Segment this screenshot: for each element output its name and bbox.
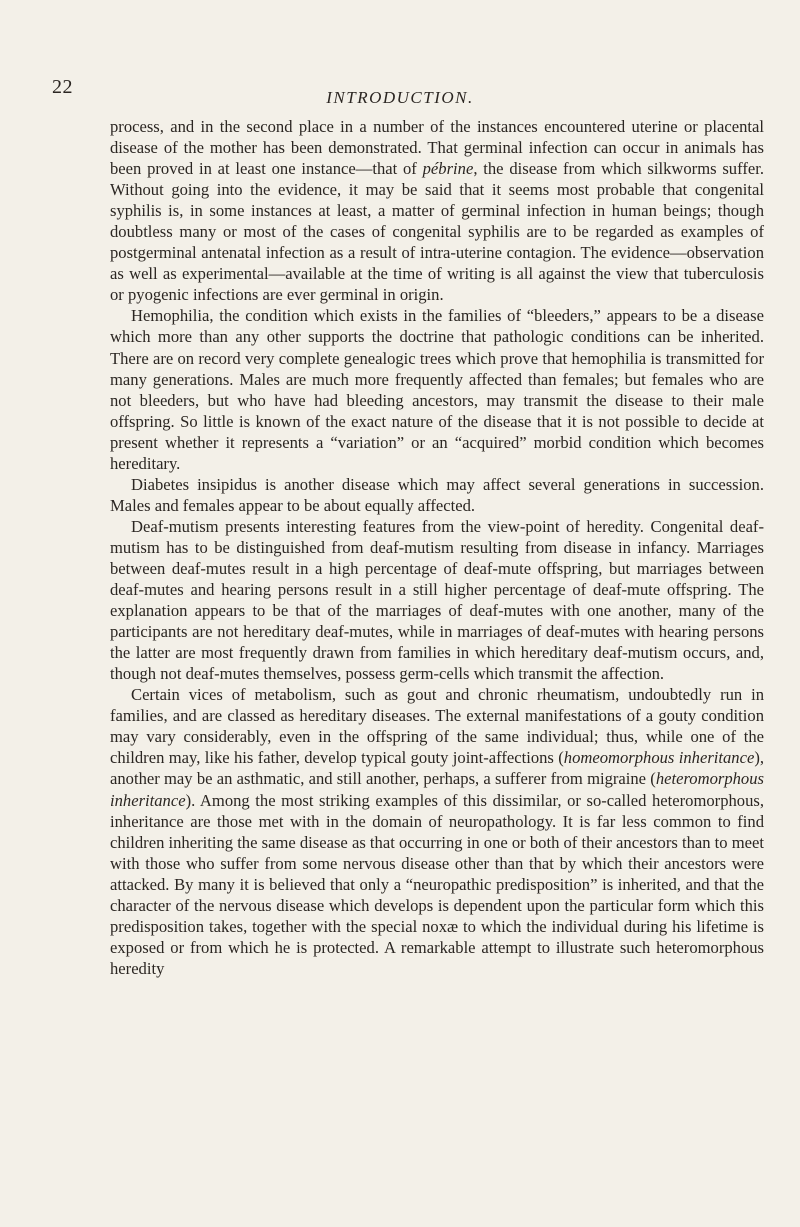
paragraph [110, 116, 764, 305]
text-run: Deaf-mutism presents interesting features from the view-point of heredity. Congenital deaf-mutism has to be distinguished from deaf-mutism resulting from disease in infancy. Marriages between deaf-mutes result in a high percentage of deaf-mute offspring, but marriages between deaf-mutes and hearing persons result in a still higher percentage of deaf-mute offspring. The explanation appears to be that of the marriages of deaf-mutes with one another, many of the participants are not hereditary deaf-mutes, while in marriages of deaf-mutes with hearing persons the latter are most frequently drawn from families in which hereditary deaf-mutism occurs, and, though not deaf-mutes themselves, possess germ-cells which transmit the affection. [110, 516, 764, 684]
italic-term: heteromorphous inheritance [110, 769, 764, 810]
paragraph [110, 516, 764, 684]
text-run: process, and in the second place in a number of the instances encountered uterine or placental disease of the mother has been demonstrated. That germinal infection can occur in animals has been proved in at least one instance—that of [110, 117, 764, 179]
italic-term: pébrine [422, 159, 474, 179]
italic-term: homeomorphous inheritance [563, 748, 755, 768]
text-run: Hemophilia, the condition which exists in the families of “bleeders,” appears to be a disease which more than any other supports the doctrine that pathologic conditions can be inherited. There are on record very complete genealogic trees which prove that hemophilia is transmitted for many generations. Males are much more frequently affected than females; but females who are not bleeders, but who have had bleeding ancestors, may transmit the disease to their male offspring. So little is known of the exact nature of the disease that it is not possible to decide at present whether it represents a “variation” or an “acquired” morbid condition which becomes hereditary. [110, 306, 764, 473]
text-run: ). Among the most striking examples of this dissimilar, or so-called heteromorphous, inheritance are those met with in the domain of neuropathology. It is far less common to find children inheriting the same disease as that occurring in one or both of their ancestors than to meet with those who suffer from some nervous disease other than that by which their ancestors were attacked. By many it is believed that only a “neuropathic predisposition” is inherited, and that the character of the nervous disease which develops is dependent upon the particular form which this predisposition takes, together with the special noxæ to which the individual during his lifetime is exposed or from which he is protected. A remarkable attempt to illustrate such heteromorphous heredity [110, 790, 764, 978]
text-run: Diabetes insipidus is another disease which may affect several generations in succession. Males and females appear to be about equally affected. [110, 474, 764, 515]
paragraph [110, 684, 764, 979]
text-run: , the disease from which silkworms suffer. Without going into the evidence, it may be said that it seems most probable that congenital syphilis is, in some instances at least, a matter of germinal infection in human beings; though doubtless many or most of the cases of congenital syphilis are to be regarded as examples of postgerminal antenatal infection as a result of intra-uterine contagion. The evidence—observation as well as experimental—available at the time of writing is all against the view that tuberculosis or pyogenic infections are ever germinal in origin. [110, 159, 764, 305]
body-text [110, 116, 764, 979]
text-run: ), another may be an asthmatic, and still another, perhaps, a sufferer from migraine ( [110, 748, 765, 789]
running-title: INTRODUCTION. [326, 88, 474, 107]
paragraph [110, 305, 764, 473]
page-number: 22 [52, 76, 73, 98]
text-run: Certain vices of metabolism, such as gout and chronic rheumatism, undoubtedly run in families, and are classed as hereditary diseases. The external manifestations of a gouty condition may vary considerably, even in the offspring of the same individual; thus, while one of the children may, like his father, develop typical gouty joint-affections ( [110, 685, 764, 768]
paragraph [110, 474, 764, 516]
